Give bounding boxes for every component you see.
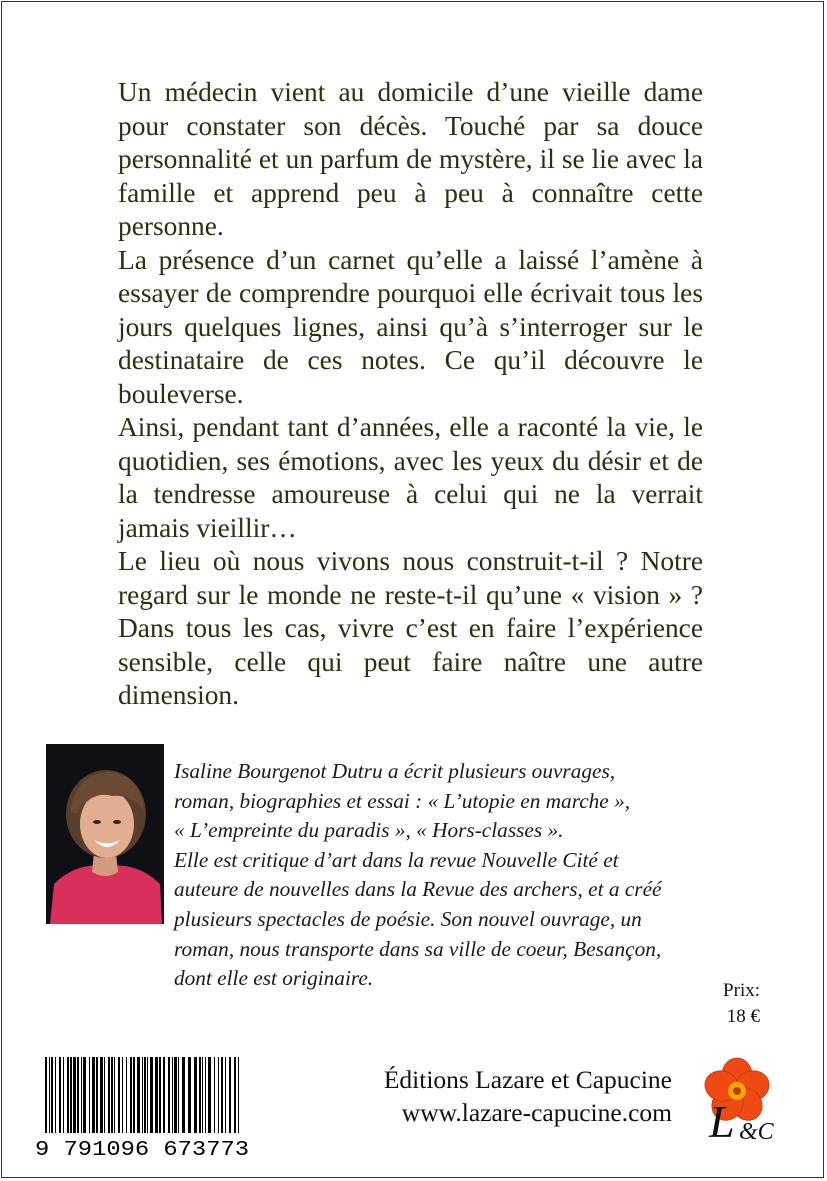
barcode-bar bbox=[221, 1057, 223, 1133]
barcode-bar bbox=[122, 1057, 123, 1133]
barcode-bar bbox=[147, 1057, 148, 1133]
barcode-bar bbox=[77, 1057, 79, 1133]
barcode-digits: 9 791096 673773 bbox=[35, 1139, 249, 1160]
barcode-bar bbox=[188, 1057, 191, 1133]
barcode-bar bbox=[234, 1057, 236, 1133]
nasturtium-flower-icon bbox=[695, 1053, 785, 1143]
author-photo bbox=[46, 744, 164, 924]
barcode-bar bbox=[168, 1057, 170, 1133]
bio-line: plusieurs spectacles de poésie. Son nouvel ouvrage, un bbox=[174, 906, 642, 931]
barcode-bar bbox=[229, 1057, 231, 1133]
barcode-bar bbox=[194, 1057, 197, 1133]
author-portrait-image bbox=[46, 744, 164, 924]
barcode-bar bbox=[49, 1057, 50, 1133]
barcode-bar bbox=[182, 1057, 185, 1133]
barcode-bar bbox=[225, 1057, 226, 1133]
barcode-bar bbox=[45, 1057, 47, 1133]
barcode-bar bbox=[150, 1057, 153, 1133]
bio-line: « L’empreinte du paradis », « Hors-classes ». bbox=[174, 818, 564, 843]
barcode-bar bbox=[51, 1057, 53, 1133]
barcode-bar bbox=[81, 1057, 82, 1133]
barcode-bar bbox=[55, 1057, 56, 1133]
price-value: 18 € bbox=[726, 1006, 760, 1027]
barcode-bar bbox=[208, 1057, 211, 1133]
barcode-bar bbox=[118, 1057, 120, 1133]
blurb-paragraph-1: Un médecin vient au domicile d’une vieille dame pour constater son décès. Touché par sa douce personnalité et un parfum de mystère, il se lie avec la famille et apprend peu à peu à connaître cette personne. bbox=[118, 77, 703, 241]
barcode-bar bbox=[59, 1057, 61, 1133]
blurb-paragraph-4: Le lieu où nous vivons nous construit-t-il ? Notre regard sur le monde ne reste-t-il qu’une « vision » ? Dans tous les cas, vivre c’est en faire l’expérience sensible, celle qui peut faire naître une autre dimension. bbox=[118, 546, 703, 710]
barcode-bar bbox=[89, 1057, 90, 1133]
bio-line: roman, biographies et essai : « L’utopie en marche », bbox=[174, 788, 631, 813]
barcode-bar bbox=[108, 1057, 110, 1133]
barcode-bar bbox=[133, 1057, 135, 1133]
bio-line: Isaline Bourgenot Dutru a écrit plusieurs ouvrages, bbox=[174, 759, 616, 783]
publisher-block bbox=[384, 1063, 672, 1129]
publisher-logo bbox=[695, 1053, 785, 1143]
barcode-bar bbox=[100, 1057, 103, 1133]
barcode-bar bbox=[126, 1057, 127, 1133]
price-block bbox=[723, 978, 760, 1030]
barcode-bar bbox=[137, 1057, 140, 1133]
barcode-bar bbox=[111, 1057, 113, 1133]
barcode-bar bbox=[144, 1057, 146, 1133]
back-cover-blurb bbox=[118, 76, 703, 713]
barcode-bar bbox=[114, 1057, 115, 1133]
barcode-bar bbox=[96, 1057, 98, 1133]
barcode-bar bbox=[178, 1057, 179, 1133]
barcode-bar bbox=[92, 1057, 95, 1133]
bio-line: auteure de nouvelles dans la Revue des archers, et a créé bbox=[174, 877, 662, 902]
barcode-bar bbox=[73, 1057, 76, 1133]
isbn-barcode bbox=[31, 1055, 253, 1160]
barcode-bar bbox=[67, 1057, 69, 1133]
barcode-bar bbox=[70, 1057, 72, 1133]
blurb-paragraph-2: La présence d’un carnet qu’elle a laissé l’amène à essayer de comprendre pourquoi elle écrivait tous les jours quelques lignes, ainsi qu’à s’interroger sur le destinataire de ces notes. Ce qu’il découvre le bouleverse. bbox=[118, 244, 703, 409]
publisher-name: Éditions Lazare et Capucine bbox=[383, 1065, 672, 1094]
barcode-bar bbox=[172, 1057, 173, 1133]
barcode-bar bbox=[163, 1057, 165, 1133]
price-label: Prix: bbox=[723, 980, 760, 1001]
barcode-bar bbox=[199, 1057, 201, 1133]
barcode-bar bbox=[142, 1057, 143, 1133]
logo-letter-c: &C bbox=[739, 1119, 774, 1143]
barcode-bar bbox=[218, 1057, 219, 1133]
barcode-bar bbox=[238, 1057, 239, 1133]
barcode-bar bbox=[104, 1057, 105, 1133]
bio-line: dont elle est originaire. bbox=[174, 966, 374, 991]
barcode-bar bbox=[83, 1057, 86, 1133]
barcode-bar bbox=[205, 1057, 206, 1133]
barcode-bar bbox=[63, 1057, 64, 1133]
barcode-bar bbox=[214, 1057, 215, 1133]
bio-line: roman, nous transporte dans sa ville de coeur, Besançon, bbox=[174, 936, 662, 961]
author-biography bbox=[174, 757, 779, 994]
barcode-bar bbox=[155, 1057, 158, 1133]
logo-letter-l: L bbox=[709, 1096, 735, 1143]
publisher-website[interactable]: www.lazare-capucine.com bbox=[401, 1098, 672, 1127]
bio-line: Elle est critique d’art dans la revue Nouvelle Cité et bbox=[174, 847, 619, 872]
blurb-paragraph-3: Ainsi, pendant tant d’années, elle a raconté la vie, le quotidien, ses émotions, avec les yeux du désir et de la tendresse amoureuse à celui qui ne la verrait jamais vieillir… bbox=[118, 412, 703, 543]
barcode-bars bbox=[31, 1055, 253, 1160]
barcode-bar bbox=[174, 1057, 177, 1133]
barcode-bar bbox=[202, 1057, 203, 1133]
barcode-bar bbox=[159, 1057, 161, 1133]
barcode-bar bbox=[130, 1057, 132, 1133]
